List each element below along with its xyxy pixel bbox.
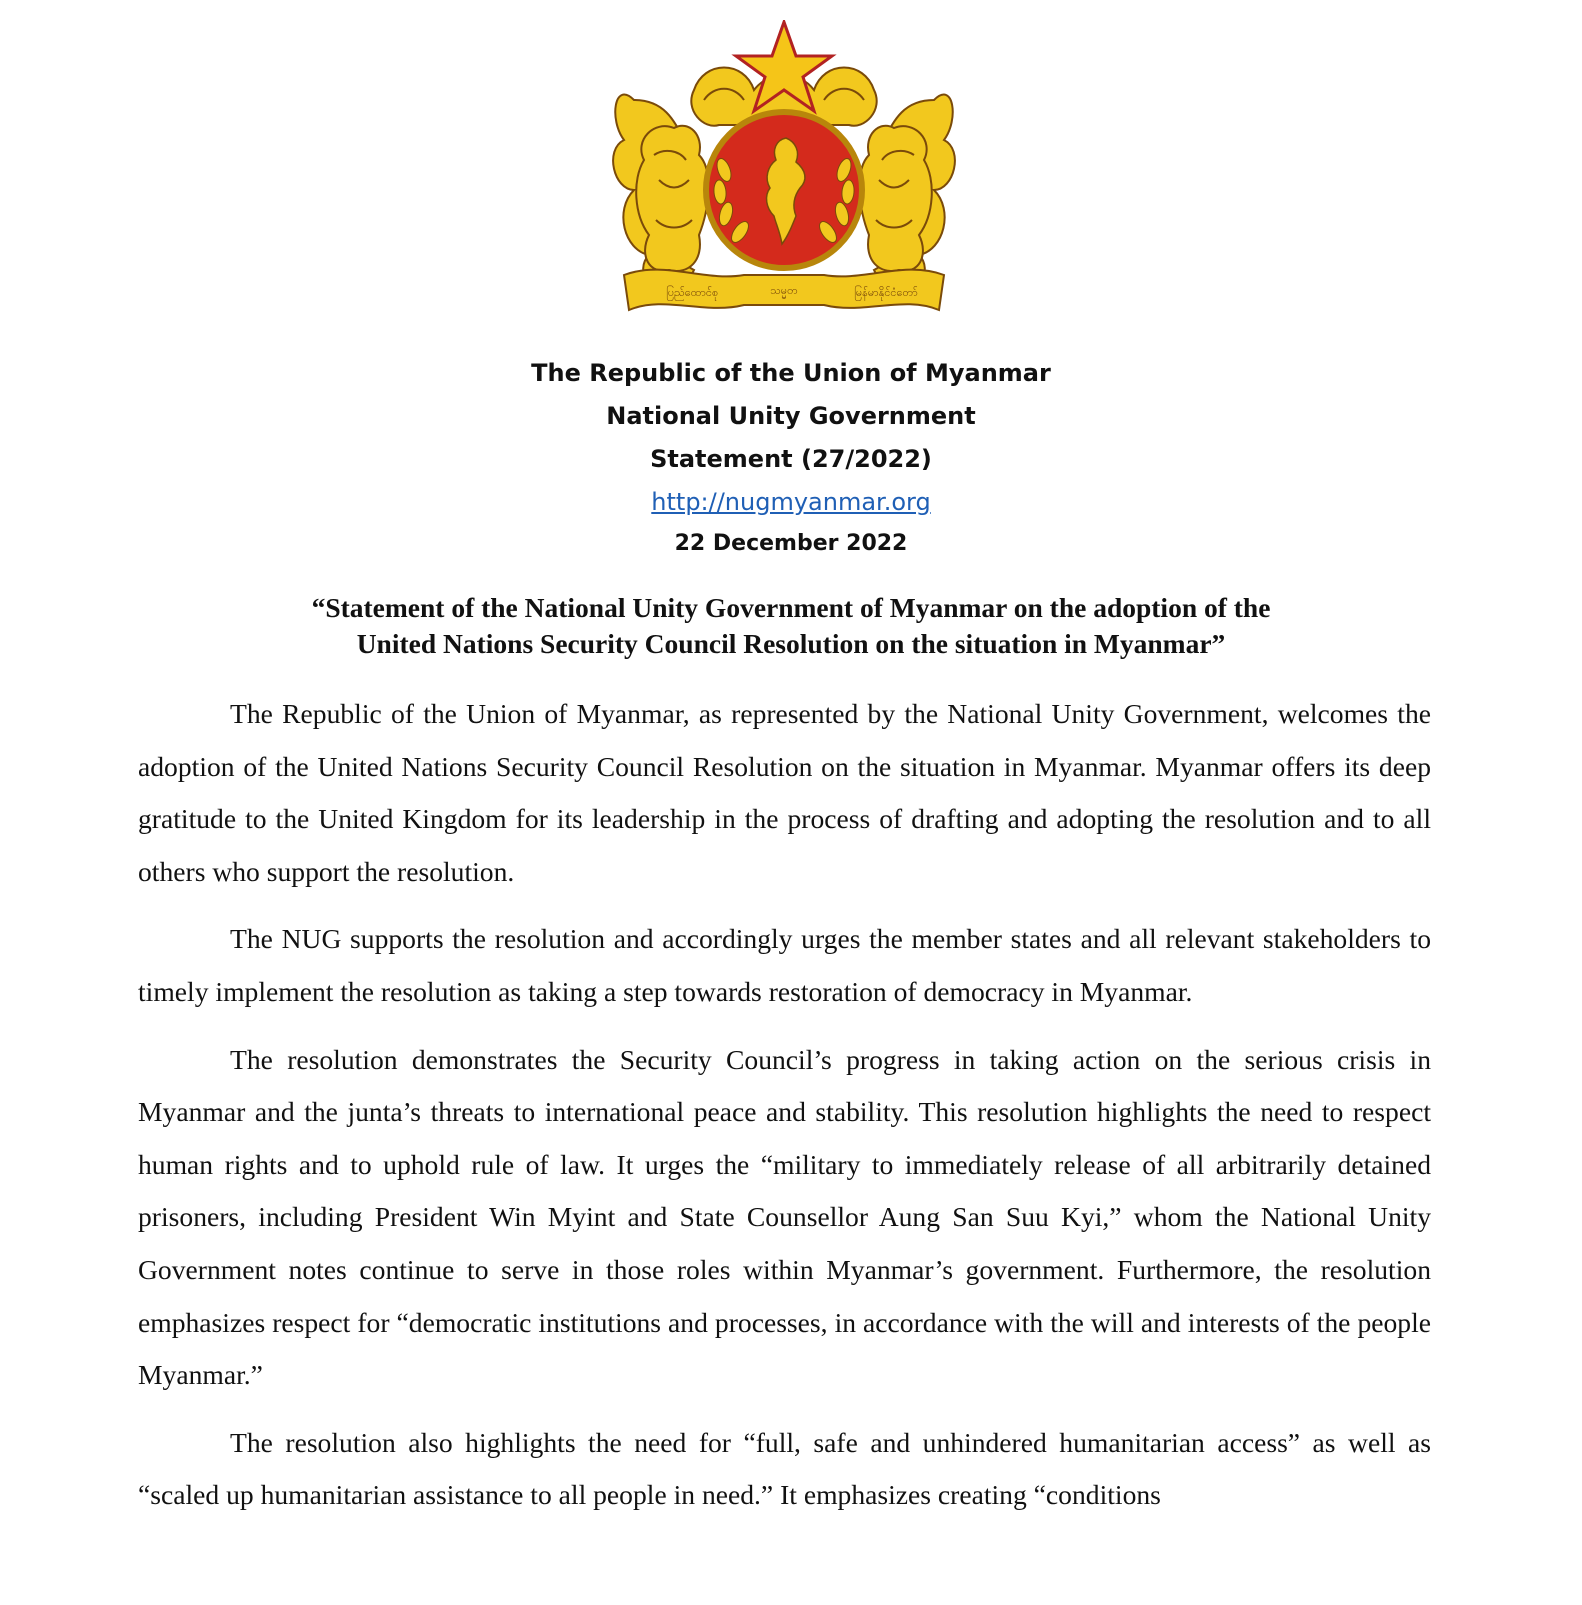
svg-text:မြန်မာနိုင်ငံတော်: မြန်မာနိုင်ငံတော် (854, 286, 918, 299)
statement-title (150, 590, 1432, 662)
statement-title-line-2: United Nations Security Council Resolution on the situation in Myanmar” (356, 628, 1226, 659)
ribbon-banner (624, 270, 944, 310)
header-republic-name: The Republic of the Union of Myanmar (531, 359, 1051, 387)
website-link[interactable]: http://nugmyanmar.org (651, 488, 931, 516)
paragraph-3: The resolution demonstrates the Security Council’s progress in taking action on the serious crisis in Myanmar and the junta’s threats to international peace and stability. This resolution highlights the need to respect human rights and to uphold rule of law. It urges the “military to immediately release of all arbitrarily detained prisoners, including President Win Myint and State Counsellor Aung San Suu Kyi,” whom the National Unity Government notes continue to serve in those roles within Myanmar’s government. Furthermore, the resolution emphasizes respect for “democratic institutions and processes, in accordance with the will and interests of the people Myanmar.” (138, 1043, 1431, 1391)
svg-text:ပြည်ထောင်စု: ပြည်ထောင်စု (666, 286, 719, 299)
paragraph-4: The resolution also highlights the need for “full, safe and unhindered humanitarian access” as well as “scaled up humanitarian assistance to all people in need.” It emphasizes creating “conditions (138, 1426, 1431, 1511)
statement-title-line-1: “Statement of the National Unity Government of Myanmar on the adoption of the (311, 592, 1271, 623)
header-date: 22 December 2022 (674, 531, 908, 556)
statement-body (138, 688, 1431, 1537)
svg-text:သမ္မတ: သမ္မတ (770, 284, 798, 297)
paragraph-2: The NUG supports the resolution and accordingly urges the member states and all relevant stakeholders to timely implement the resolution as taking a step towards restoration of democracy in Myanmar. (138, 923, 1431, 1007)
header-government-name: National Unity Government (606, 402, 976, 430)
red-shield (706, 112, 862, 268)
document-header (0, 352, 1582, 564)
state-seal-emblem (604, 20, 964, 320)
paragraph-1: The Republic of the Union of Myanmar, as represented by the National Unity Government, welcomes the adoption of the United Nations Security Council Resolution on the situation in Myanmar. Myanmar offers its deep gratitude to the United Kingdom for its leadership in the process of drafting and adopting the resolution and to all others who support the resolution. (138, 698, 1431, 887)
header-statement-number: Statement (27/2022) (650, 445, 932, 473)
